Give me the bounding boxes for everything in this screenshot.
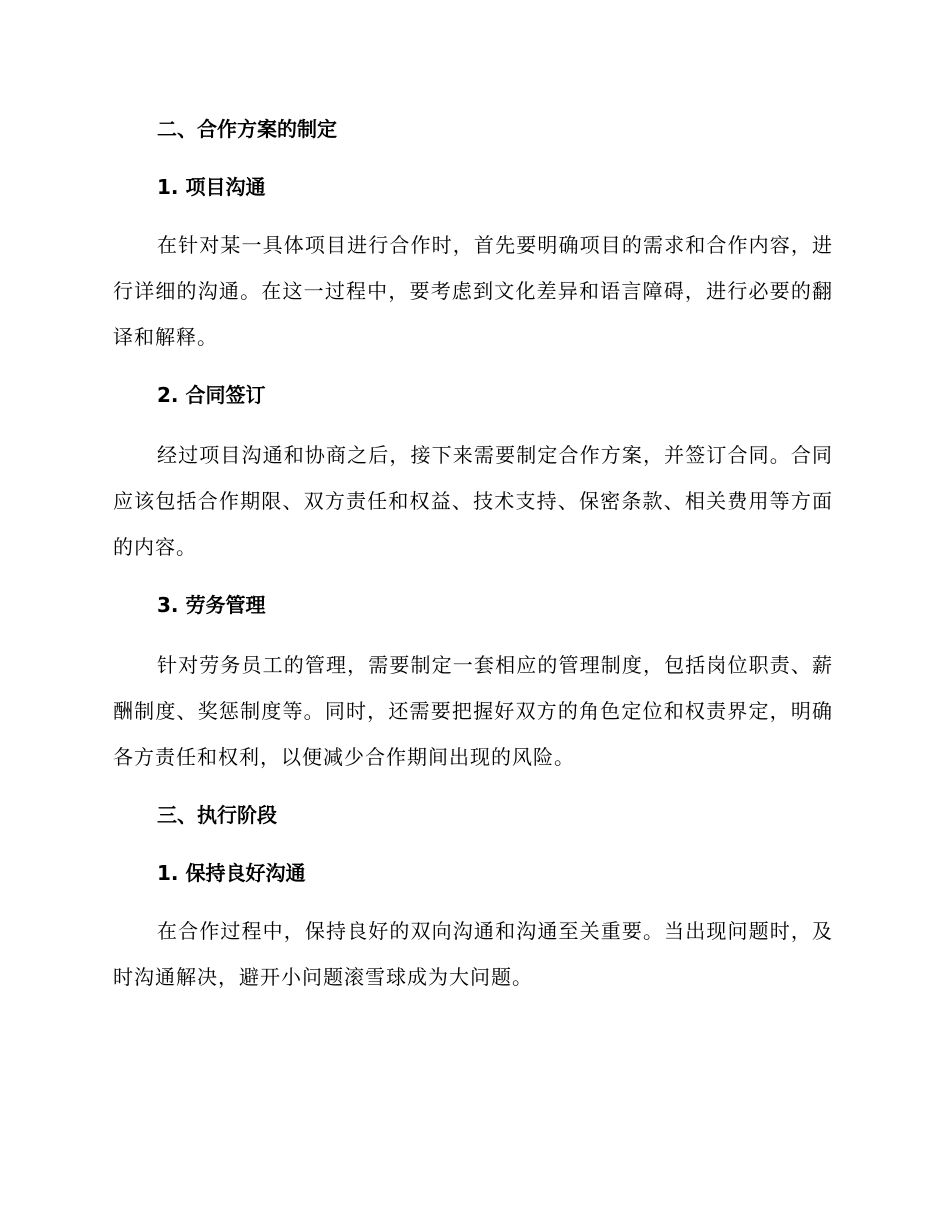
subheading-good-communication: 1. 保持良好沟通 <box>157 861 306 885</box>
document-body <box>113 112 833 1000</box>
subheading-contract-signing: 2. 合同签订 <box>157 383 266 407</box>
subheading-labor-management: 3. 劳务管理 <box>157 593 266 617</box>
paragraph-labor-management: 针对劳务员工的管理，需要制定一套相应的管理制度，包括岗位职责、薪酬制度、奖惩制度等。同时，还需要把握好双方的角色定位和权责界定，明确各方责任和权利，以便减少合作期间出现的风险。 <box>113 653 833 769</box>
paragraph-good-communication: 在合作过程中，保持良好的双向沟通和沟通至关重要。当出现问题时，及时沟通解决，避开小问题滚雪球成为大问题。 <box>113 919 833 989</box>
paragraph-project-communication: 在针对某一具体项目进行合作时，首先要明确项目的需求和合作内容，进行详细的沟通。在这一过程中，要考虑到文化差异和语言障碍，进行必要的翻译和解释。 <box>113 233 833 349</box>
section-heading-cooperation-plan: 二、合作方案的制定 <box>157 117 337 141</box>
subheading-project-communication: 1. 项目沟通 <box>157 175 266 199</box>
section-heading-execution-stage: 三、执行阶段 <box>157 803 277 827</box>
paragraph-contract-signing: 经过项目沟通和协商之后，接下来需要制定合作方案，并签订合同。合同应该包括合作期限、双方责任和权益、技术支持、保密条款、相关费用等方面的内容。 <box>113 443 833 559</box>
